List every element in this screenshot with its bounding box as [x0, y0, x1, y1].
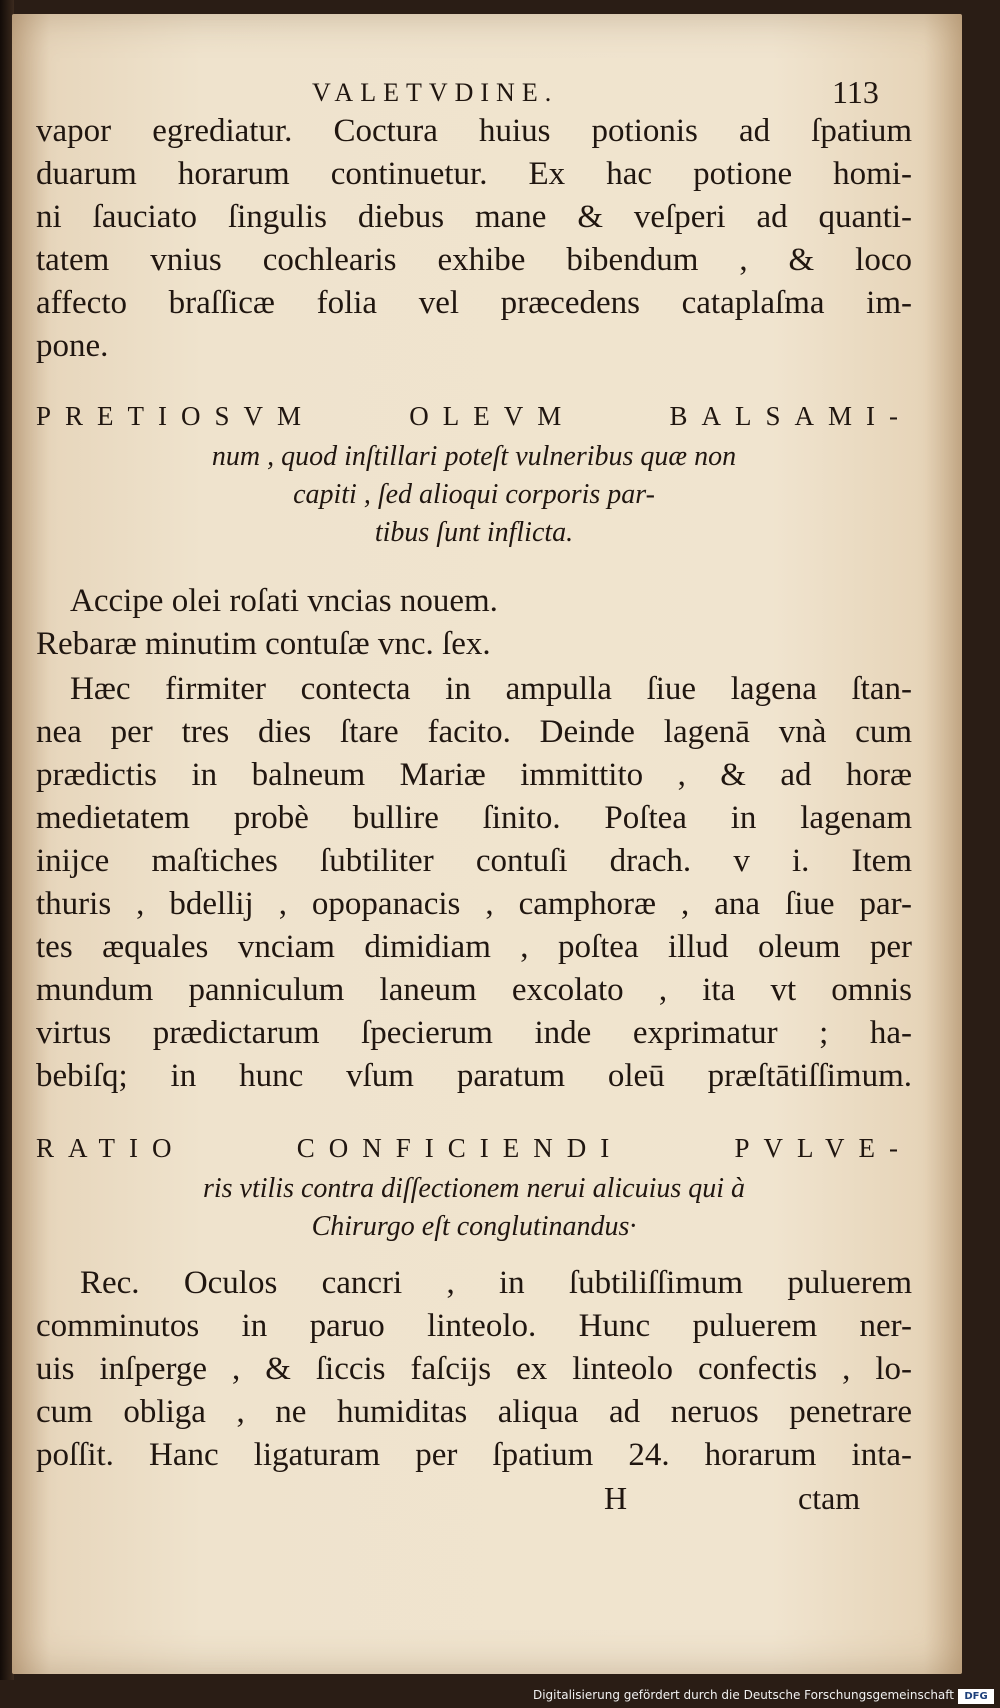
text-line: comminutos in paruo linteolo. Hunc puluerem ner- [36, 1308, 912, 1344]
heading-2 [36, 1126, 912, 1246]
heading-1 [36, 394, 912, 552]
heading-caps-line: PRETIOSVM OLEVM BALSAMI- [36, 401, 912, 431]
heading-italic-line: capiti , ſed alioqui corporis par- [293, 479, 655, 510]
text-line: uis inſperge , & ſiccis faſcijs ex linteolo confectis , lo- [36, 1351, 912, 1387]
text-line: tes æquales vnciam dimidiam , poſtea illud oleum per [36, 929, 912, 965]
text-line: cum obliga , ne humiditas aliqua ad neruos penetrare [36, 1394, 912, 1430]
funding-credit: Digitalisierung gefördert durch die Deutsche Forschungsgemeinschaft [532, 1688, 954, 1702]
signature-mark: H [604, 1480, 628, 1516]
recipe-line: Accipe olei roſati vncias nouem. [70, 583, 498, 619]
text-line: virtus prædictarum ſpecierum inde exprimatur ; ha- [36, 1015, 912, 1051]
heading-caps-line: RATIO CONFICIENDI PVLVE- [36, 1133, 912, 1163]
book-page [12, 14, 962, 1674]
heading-italic-line: ris vtilis contra diſſectionem nerui alicuius qui à [202, 1173, 746, 1204]
text-line: Rec. Oculos cancri , in ſubtiliſſimum puluerem [80, 1265, 912, 1301]
text-line: tatem vnius cochlearis exhibe bibendum , & loco [36, 242, 912, 278]
catchword: ctam [798, 1480, 861, 1516]
dfg-logo: DFG [958, 1689, 994, 1704]
text-line: poſſit. Hanc ligaturam per ſpatium 24. horarum inta- [36, 1437, 912, 1473]
footer-bar [0, 1686, 1000, 1708]
paragraph-2 [36, 668, 912, 1098]
text-line: thuris , bdellij , opopanacis , camphoræ , ana ſiue par- [36, 886, 912, 922]
text-line: affecto braſſicæ folia vel præcedens cataplaſma im- [36, 285, 912, 321]
running-title: VALETVDINE. [312, 78, 559, 107]
text-line: Hæc firmiter contecta in ampulla ſiue lagena ſtan- [70, 671, 912, 707]
paragraph-3 [36, 1262, 912, 1477]
page-number: 113 [832, 74, 879, 110]
text-line: medietatem probè bullire ſinito. Poſtea in lagenam [36, 800, 912, 836]
recipe-1 [70, 580, 946, 623]
text-line: ni ſauciato ſingulis diebus mane & veſperi ad quanti- [36, 199, 912, 235]
text-line: nea per tres dies ſtare facito. Deinde lagenā vnà cum [36, 714, 912, 750]
page-header [12, 72, 952, 112]
heading-italic-line: tibus ſunt inflicta. [374, 517, 574, 548]
recipe-line: Rebaræ minutim contuſæ vnc. ſex. [36, 626, 491, 662]
text-line: prædictis in balneum Mariæ immittito , & ad horæ [36, 757, 912, 793]
recipe-1-line-2 [36, 623, 912, 666]
paragraph-1 [36, 110, 912, 368]
heading-italic-line: Chirurgo eſt conglutinandus· [311, 1211, 637, 1242]
text-line: inijce maſtiches ſubtiliter contuſi drach. v i. Item [36, 843, 912, 879]
text-line: bebiſq; in hunc vſum paratum oleū præſtātiſſimum. [36, 1058, 912, 1094]
text-line: pone. [36, 328, 109, 364]
heading-italic-line: num , quod inſtillari poteſt vulneribus quæ non [211, 441, 737, 472]
text-line: vapor egrediatur. Coctura huius potionis ad ſpatium [36, 113, 912, 149]
text-line: duarum horarum continuetur. Ex hac potione homi- [36, 156, 912, 192]
text-line: mundum panniculum laneum excolato , ita vt omnis [36, 972, 912, 1008]
